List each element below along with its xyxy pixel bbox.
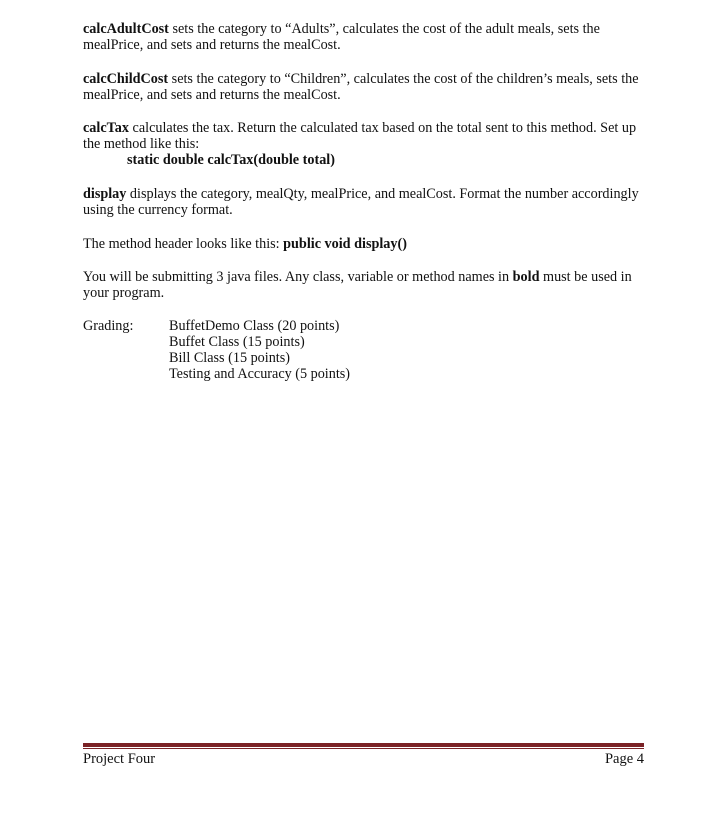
calc-tax-description: calculates the tax. Return the calculated tax based on the total sent to this method. Set up the method like this: (83, 120, 637, 152)
calc-adult-cost-paragraph (83, 21, 653, 53)
calc-adult-cost-description: sets the category to “Adults”, calculates the cost of the adult meals, sets the mealPrice, and sets and returns the mealCost. (83, 21, 600, 53)
calc-child-cost-term: calcChildCost (83, 71, 169, 87)
grading-list (169, 318, 350, 382)
display-paragraph (83, 186, 653, 218)
footer-rule-thin (83, 748, 644, 749)
display-description: displays the category, mealQty, mealPrice, and mealCost. Format the number accordingly using the currency format. (83, 186, 639, 218)
calc-tax-term: calcTax (83, 120, 129, 136)
calc-adult-cost-term: calcAdultCost (83, 21, 169, 37)
footer-rule (83, 743, 644, 747)
submission-bold-word: bold (512, 269, 540, 285)
footer-page-number: Page 4 (604, 751, 644, 767)
submission-text-after: must be used in your program. (83, 269, 632, 301)
grading-item: Testing and Accuracy (5 points) (169, 366, 351, 382)
grading-item: BuffetDemo Class (20 points) (169, 318, 340, 334)
method-header-paragraph (83, 236, 653, 252)
submission-text-before: You will be submitting 3 java files. Any class, variable or method names in (83, 269, 513, 285)
footer-project-title: Project Four (83, 751, 156, 767)
calc-child-cost-paragraph (83, 71, 653, 103)
grading-item: Buffet Class (15 points) (169, 334, 305, 350)
submission-paragraph (83, 269, 653, 301)
display-term: display (83, 186, 127, 202)
calc-tax-paragraph (83, 120, 653, 168)
grading-label: Grading: (83, 318, 134, 334)
calc-child-cost-description: sets the category to “Children”, calculates the cost of the children’s meals, sets the mealPrice, and sets and returns the mealCost. (83, 71, 639, 103)
calc-tax-signature: static double calcTax(double total) (127, 152, 335, 168)
grading-item: Bill Class (15 points) (169, 350, 290, 366)
method-header-text: The method header looks like this: (83, 236, 284, 252)
method-header-code: public void display() (283, 236, 407, 252)
